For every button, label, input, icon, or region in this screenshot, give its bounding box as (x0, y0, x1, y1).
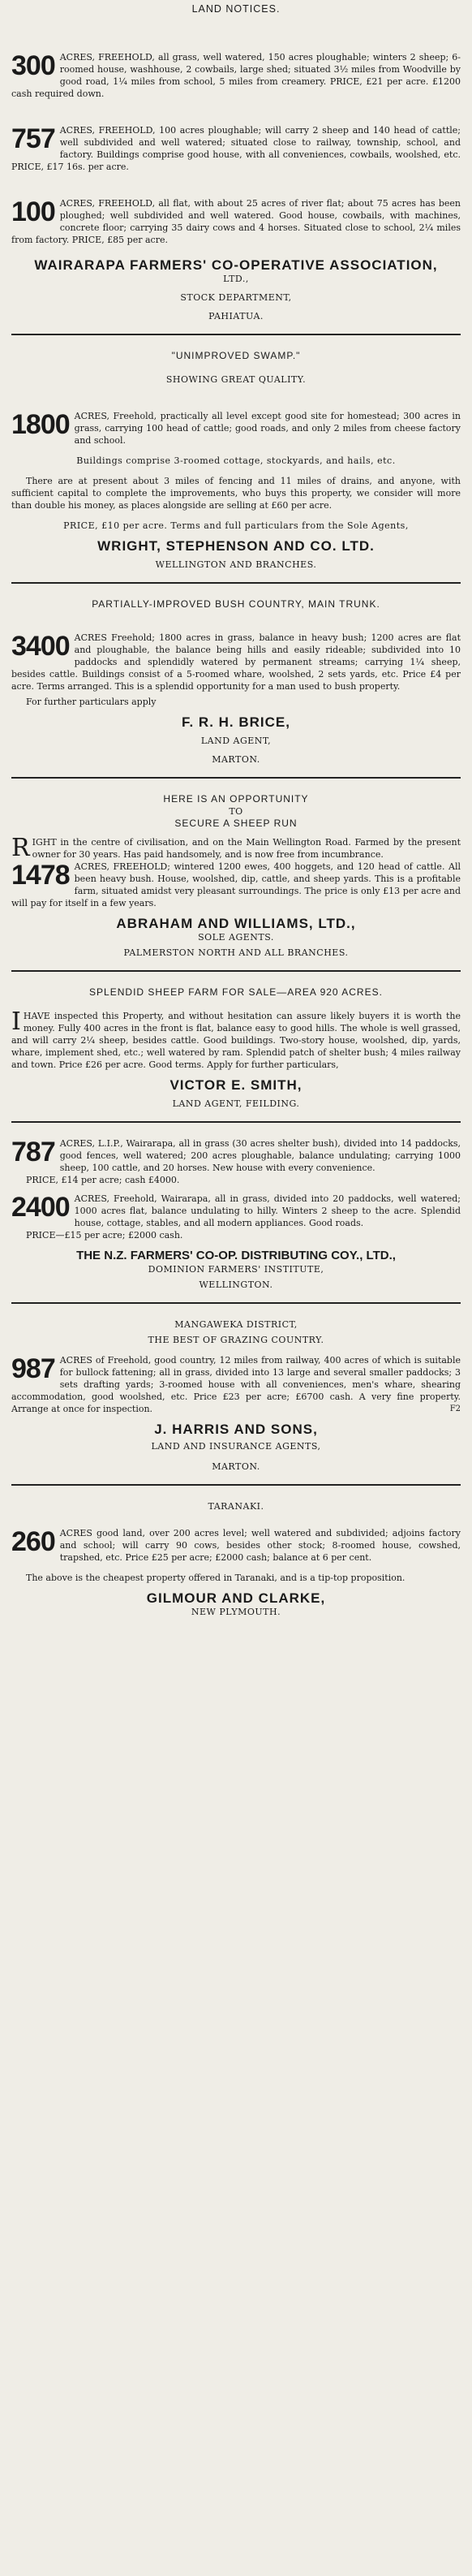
acreage-number: 2400 (11, 1192, 70, 1223)
land-notices-page (11, 0, 461, 1618)
listing-ad (11, 124, 461, 173)
listing-text: ACRES, Freehold, practically all level except good site for homestead; 300 acres in grass, carrying 100 head of cattle; good roads, and only 2 miles from cheese factory and school. (74, 411, 461, 446)
acreage-number: 300 (11, 50, 55, 81)
drop-cap: R (11, 834, 30, 862)
listing-ad (11, 1354, 461, 1415)
listing-ad (11, 632, 461, 693)
listing-text: ACRES, FREEHOLD; wintered 1200 ewes, 400 hoggets, and 120 head of cattle. All been heavy bush. House, woolshed, dip, cattle, and sheep yards. This is a profitable farm, situated amidst very pleasant surroundings. The price is only £13 per acre and will pay for itself in a few years. (11, 861, 461, 908)
listing-text: ACRES, FREEHOLD, all flat, with about 25 acres of river flat; about 75 acres has been ploughed; well subdivided and well watered. Good house, cowbails, with machines, concrete floor; carrying 35 dairy cows and 4 horses. Situated close to school, 2¼ miles from factory. PRICE, £85 per acre. (11, 198, 461, 245)
agent-branches: PALMERSTON NORTH AND ALL BRANCHES. (123, 947, 349, 958)
agent-town: PAHIATUA. (208, 311, 264, 321)
section-title-connector: TO (229, 806, 243, 817)
acreage-number: 757 (11, 123, 55, 154)
listing-text: HAVE inspected this Property, and without hesitation can assure likely buyers it is worth the money. Fully 400 acres in the front is flat, balance easy to good hills. The whole is well grassed, and will carry 2¼ sheep, besides cattle. Good buildings. Two-story house, woolshed, dip, yards, whare, implement shed, etc.; well watered by ram. Splendid patch of shelter bush; 4 miles railway and town. Price £26 per acre. Good terms. Apply for further particulars, (11, 1011, 461, 1070)
intro-text: IGHT in the centre of civilisation, and on the Main Wellington Road. Farmed by the present owner for 30 years. Has paid handsomely, and is now free from incumbrance. (32, 837, 461, 860)
agent-town: MARTON. (212, 754, 260, 765)
section-title: SECURE A SHEEP RUN (174, 818, 298, 829)
agent-firm-name: ABRAHAM AND WILLIAMS, LTD., (116, 916, 356, 931)
section-divider (11, 1121, 461, 1123)
section-divider (11, 334, 461, 335)
acreage-number: 1800 (11, 409, 70, 440)
section-sheep-run (11, 793, 461, 959)
agent-town: MARTON. (212, 1461, 260, 1472)
agent-role: LAND AGENT, FEILDING. (172, 1098, 300, 1109)
agent-town: WELLINGTON. (199, 1279, 273, 1290)
section-subtitle: THE BEST OF GRAZING COUNTRY. (148, 1335, 324, 1345)
listing-text: ACRES, L.I.P., Wairarapa, all in grass (30 acres shelter bush), divided into 14 paddocks, good fences, well watered; 200 acres ploughable, balance undulating; carrying 1000 sheep, 100 cattle, and 20 horses. New house with every convenience. (59, 1138, 461, 1173)
section-title: MANGAWEKA DISTRICT, (174, 1319, 298, 1330)
section-wairarapa (11, 51, 461, 322)
section-title: TARANAKI. (208, 1501, 264, 1512)
agent-role: SOLE AGENTS. (198, 932, 274, 943)
listing-ad (11, 51, 461, 100)
section-unimproved-swamp (11, 350, 461, 571)
buildings-text: Buildings comprise 3-roomed cottage, stockyards, and hails, etc. (76, 455, 396, 466)
listing-text: ACRES of Freehold, good country, 12 miles from railway, 400 acres of which is suitable for bullock fattening; all in grass, divided into 13 large and several smaller paddocks; 3 sets drafting yards; 3-roomed house with all conveniences, men's whare, shearing accommodation, good woolshed, etc. Price £23 per acre; £6700 cash. A very fine property. Arrange at once for inspection. (11, 1355, 461, 1414)
note-text: The above is the cheapest property offered in Taranaki, and is a tip-top proposition. (26, 1573, 405, 1583)
acreage-number: 787 (11, 1137, 55, 1167)
listing-text: ACRES good land, over 200 acres level; well watered and subdivided; adjoins factory and school; will carry 90 cows, besides other stock; 8-roomed house, cowshed, trapshed, etc. Price £25 per acre; £2000 cash; balance at 6 per cent. (59, 1528, 461, 1563)
intro-paragraph (11, 836, 461, 861)
page-header: LAND NOTICES. (191, 3, 281, 15)
agent-institute: DOMINION FARMERS' INSTITUTE, (148, 1264, 324, 1275)
agent-town: NEW PLYMOUTH. (191, 1607, 281, 1617)
agent-firm-suffix: LTD., (223, 274, 249, 284)
price-line: PRICE—£15 per acre; £2000 cash. (26, 1230, 183, 1241)
listing-ad (11, 410, 461, 447)
agent-firm-name: THE N.Z. FARMERS' CO-OP. DISTRIBUTING COY., LTD., (76, 1249, 396, 1262)
listing-text: ACRES, FREEHOLD, all grass, well watered, 150 acres ploughable; winters 2 sheep; 6-roomed house, washhouse, 2 cowbails, large shed; situated 3½ miles from Woodville by good road, 1¼ miles from school, 5 miles from creamery. PRICE, £21 per acre. £1200 cash required down. (11, 52, 461, 99)
section-divider (11, 582, 461, 584)
section-mangaweka (11, 1318, 461, 1473)
listing-text: ACRES, FREEHOLD, 100 acres ploughable; will carry 2 sheep and 140 head of cattle; well subdivided and well watered; situated close to railway, township, school, and factory. Buildings comprise good house, with all conveniences, cowbails, woolshed, etc. PRICE, £17 16s. per acre. (11, 125, 461, 172)
section-divider (11, 970, 461, 972)
drop-cap: I (11, 1008, 21, 1036)
agent-firm-name: VICTOR E. SMITH, (169, 1077, 303, 1093)
acreage-number: 1478 (11, 860, 70, 891)
listing-text: ACRES, Freehold, Wairarapa, all in grass, divided into 20 paddocks, well watered; 1000 acres flat, balance undulating to hilly. Winters 2 sheep to the acre. Splendid house, cottage, stables, and all modern appliances. Good roads. (74, 1193, 461, 1228)
section-title: HERE IS AN OPPORTUNITY (163, 793, 309, 805)
agent-firm-name: WRIGHT, STEPHENSON AND CO. LTD. (97, 538, 375, 554)
section-divider (11, 777, 461, 779)
listing-ad (11, 1010, 461, 1071)
listing-ad (11, 197, 461, 246)
section-title: PARTIALLY-IMPROVED BUSH COUNTRY, MAIN TRUNK. (92, 598, 380, 610)
section-title: "UNIMPROVED SWAMP." (171, 350, 301, 361)
ad-reference-tag: F2 (449, 1405, 461, 1413)
section-nz-farmers (11, 1137, 461, 1291)
section-title: SPLENDID SHEEP FARM FOR SALE—AREA 920 ACRES. (89, 986, 383, 998)
agent-firm-name: GILMOUR AND CLARKE, (146, 1590, 326, 1606)
acreage-number: 260 (11, 1526, 55, 1557)
section-bush-country (11, 598, 461, 766)
price-line: PRICE, £14 per acre; cash £4000. (26, 1175, 180, 1185)
listing-ad (11, 1137, 461, 1186)
section-subtitle: SHOWING GREAT QUALITY. (165, 374, 307, 385)
agent-department: STOCK DEPARTMENT, (180, 292, 292, 303)
listing-ad (11, 861, 461, 909)
further-particulars: For further particulars apply (26, 697, 157, 707)
section-divider (11, 1302, 461, 1304)
agent-role: LAND AGENT, (200, 736, 272, 746)
acreage-number: 3400 (11, 631, 70, 662)
acreage-number: 100 (11, 196, 55, 227)
listing-ad (11, 1527, 461, 1564)
description-text: There are at present about 3 miles of fencing and 11 miles of drains, and anyone, with sufficient capital to complete the improvements, who buys this property, we consider will more than double his money, as places alongside are selling at £60 per acre. (11, 476, 461, 511)
section-taranaki (11, 1500, 461, 1618)
agent-firm-name: WAIRARAPA FARMERS' CO-OPERATIVE ASSOCIATION, (34, 257, 438, 273)
acreage-number: 987 (11, 1353, 55, 1384)
listing-text: ACRES Freehold; 1800 acres in grass, balance in heavy bush; 1200 acres are flat and ploughable, the balance being hills and easily rideable; subdivided into 10 paddocks and splendidly watered by permanent streams; carrying 1¼ sheep, besides cattle. Buildings consist of a 5-roomed whare, woolshed, 2 sets yards, etc. Price £4 per acre. Terms arranged. This is a splendid opportunity for a man used to bush property. (11, 632, 461, 692)
agent-firm-name: F. R. H. BRICE, (181, 714, 290, 730)
section-divider (11, 1484, 461, 1486)
agent-firm-name: J. HARRIS AND SONS, (154, 1422, 318, 1437)
agent-role: LAND AND INSURANCE AGENTS, (151, 1441, 321, 1452)
listing-ad (11, 1193, 461, 1241)
agent-branches: WELLINGTON AND BRANCHES. (155, 559, 317, 570)
section-splendid-sheep-farm (11, 986, 461, 1110)
price-line: PRICE, £10 per acre. Terms and full particulars from the Sole Agents, (63, 520, 409, 531)
